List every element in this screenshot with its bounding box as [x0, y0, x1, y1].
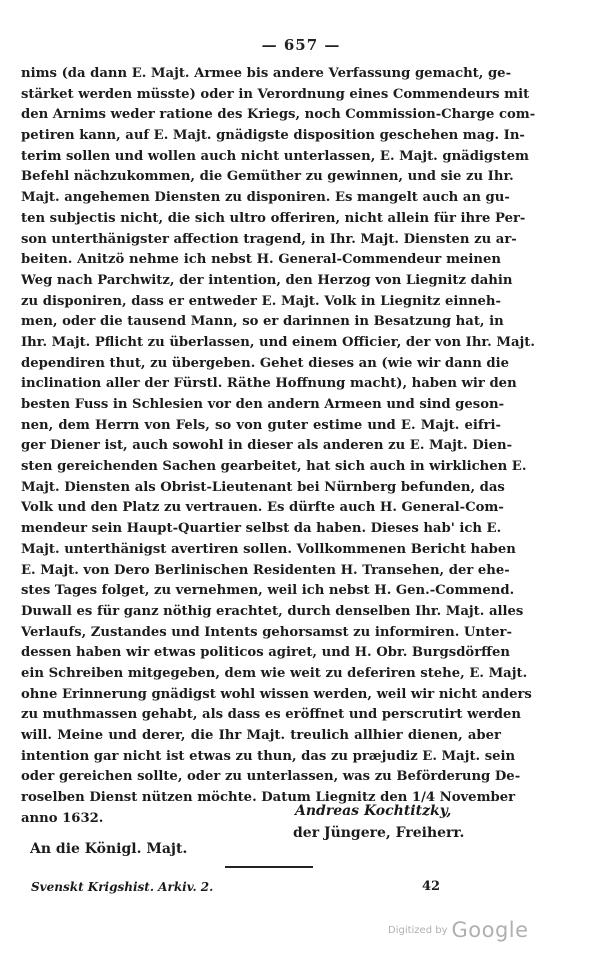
text-line: will. Meine und derer, die Ihr Majt. treulich allhier dienen, aber	[21, 728, 501, 743]
text-line: Weg nach Parchwitz, der intention, den Herzog von Liegnitz dahin	[21, 272, 513, 288]
body-text	[21, 64, 536, 829]
text-line: besten Fuss in Schlesien vor den andern Armeen und sind geson-	[21, 397, 505, 412]
text-line: ger Diener ist, auch sowohl in dieser als anderen zu E. Majt. Dien-	[21, 438, 513, 454]
text-line: roselben Dienst nützen möchte. Datum Liegnitz den 1/4 November	[21, 790, 516, 806]
text-line: petiren kann, auf E. Majt. gnädigste disposition geschehen mag. In-	[21, 128, 525, 144]
text-line: Ihr. Majt. Pflicht zu überlassen, und einem Officier, der von Ihr. Majt.	[21, 334, 535, 350]
signature-block	[295, 800, 464, 844]
text-line: Majt. angehemen Diensten zu disponiren. Es mangelt auch an gu-	[21, 190, 510, 206]
footer-signature-mark: Svenskt Krigshist. Arkiv. 2.	[31, 880, 214, 894]
text-line: nims (da dann E. Majt. Armee bis andere Verfassung gemacht, ge-	[21, 66, 512, 81]
text-line: stärket werden müsste) oder in Verordnung eines Commendeurs mit	[21, 86, 530, 102]
text-line: ohne Erinnerung gnädigst wohl wissen werden, weil wir nicht anders	[21, 686, 532, 702]
text-line: son unterthänigster affection tragend, in Ihr. Majt. Diensten zu ar-	[21, 231, 517, 247]
divider-rule	[225, 866, 313, 868]
text-line: terim sollen und wollen auch nicht unterlassen, E. Majt. gnädigstem	[21, 148, 530, 164]
text-line: Volk und den Platz zu vertrauen. Es dürfte auch H. General-Com-	[21, 500, 504, 516]
text-line: Duwall es für ganz nöthig erachtet, durch denselben Ihr. Majt. alles	[21, 603, 524, 619]
signature-name: Andreas Kochtitzky,	[295, 803, 452, 819]
text-line: oder gereichen sollte, oder zu unterlassen, was zu Beförderung De-	[21, 769, 521, 785]
text-line: zu disponiren, dass er entweder E. Majt. Volk in Liegnitz einneh-	[21, 293, 501, 309]
footer-sheet-number: 42	[422, 879, 441, 894]
digitized-prefix: Digitized by	[388, 924, 448, 936]
text-line: den Arnims weder ratione des Kriegs, noch Commission-Charge com-	[21, 107, 536, 123]
text-line: beiten. Anitzö nehme ich nebst H. General-Commendeur meinen	[21, 252, 501, 268]
text-line: Majt. Diensten als Obrist-Lieutenant bei Nürnberg befunden, das	[21, 479, 505, 495]
digitized-watermark	[388, 918, 529, 942]
page-number: — 657 —	[261, 36, 341, 54]
text-line: anno 1632.	[21, 810, 104, 826]
text-line: mendeur sein Haupt-Quartier selbst da haben. Dieses hab' ich E.	[21, 521, 502, 537]
text-line: dessen haben wir etwas politicos agiret, und H. Obr. Burgsdörffen	[21, 645, 510, 661]
google-logo: Google	[451, 918, 529, 942]
text-line: Verlaufs, Zustandes und Intents gehorsamst zu informiren. Unter-	[21, 624, 512, 640]
text-line: intention gar nicht ist etwas zu thun, das zu præjudiz E. Majt. sein	[21, 748, 516, 764]
text-line: E. Majt. von Dero Berlinischen Residenten H. Transehen, der ehe-	[21, 562, 510, 578]
text-line: zu muthmassen gehabt, als dass es eröffnet und perscrutirt werden	[21, 707, 522, 723]
text-line: dependiren thut, zu übergeben. Gehet dieses an (wie wir dann die	[21, 355, 510, 371]
addressee: An die Königl. Majt.	[30, 841, 188, 857]
text-line: stes Tages folget, zu vernehmen, weil ich nebst H. Gen.-Commend.	[21, 583, 515, 599]
text-line: ten subjectis nicht, die sich ultro offeriren, nicht allein für ihre Per-	[21, 210, 526, 226]
text-line: men, oder die tausend Mann, so er darinnen in Besatzung hat, in	[21, 314, 504, 330]
text-line: ein Schreiben mitgegeben, dem wie weit zu deferiren stehe, E. Majt.	[21, 665, 528, 681]
text-line: nen, dem Herrn von Fels, so von guter estime und E. Majt. eifri-	[21, 417, 501, 433]
text-line: Befehl nächzukommen, die Gemüther zu gewinnen, und sie zu Ihr.	[21, 169, 514, 185]
text-line: sten gereichenden Sachen gearbeitet, hat sich auch in wirklichen E.	[21, 459, 527, 475]
text-line: Majt. unterthänigst avertiren sollen. Vollkommenen Bericht haben	[21, 541, 516, 557]
signature-title: der Jüngere, Freiherr.	[293, 825, 465, 841]
text-line: inclination aller der Fürstl. Räthe Hoffnung macht), haben wir den	[21, 376, 517, 392]
